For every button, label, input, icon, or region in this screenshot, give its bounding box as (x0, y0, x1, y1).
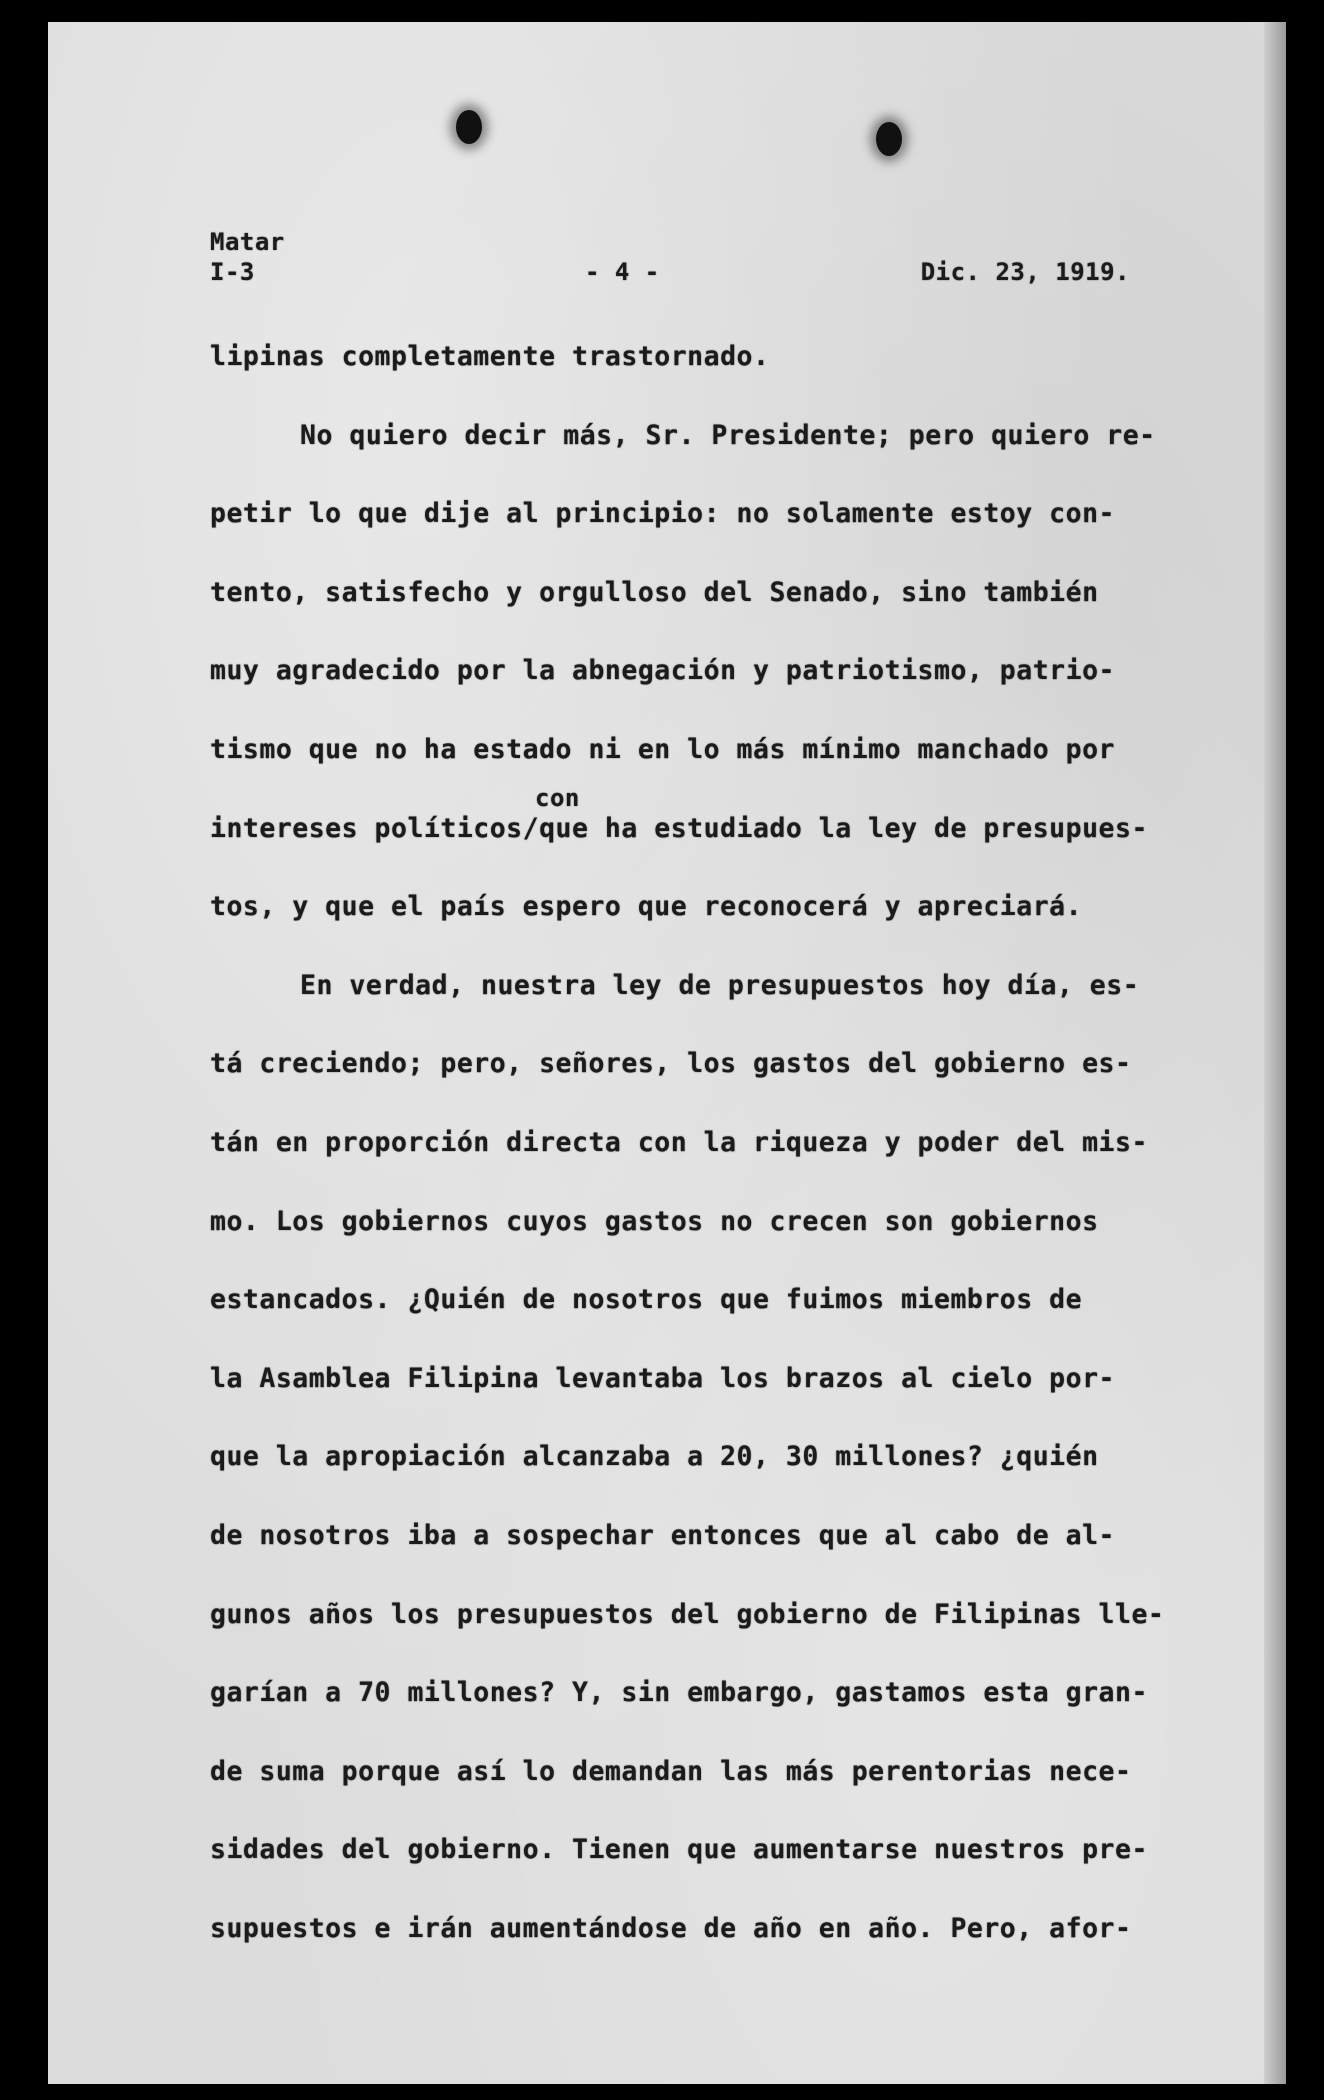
speaker-name: Matar (210, 228, 285, 256)
text-line: que la apropiación alcanzaba a 20, 30 millones? ¿quién (210, 1441, 1099, 1473)
text-line: de suma porque así lo demandan las más perentorias nece- (210, 1755, 1132, 1787)
page-edge (1264, 22, 1286, 2084)
text-line: muy agradecido por la abnegación y patriotismo, patrio- (210, 655, 1115, 687)
punch-hole-right (876, 122, 902, 156)
text-line: estancados. ¿Quién de nosotros que fuimos miembros de (210, 1284, 1083, 1316)
interlinear-insert: con (535, 784, 580, 812)
text-line: tismo que no ha estado ni en lo más mínimo manchado por (210, 733, 1115, 765)
punch-hole-left (456, 110, 482, 144)
document-code: I-3 (210, 258, 255, 286)
text-line: supuestos e irán aumentándose de año en año. Pero, afor- (210, 1912, 1132, 1944)
text-line: intereses políticos/que ha estudiado la ley de presupues- (210, 812, 1148, 844)
text-line: lipinas completamente trastornado. (210, 341, 770, 372)
text-line: garían a 70 millones? Y, sin embargo, gastamos esta gran- (210, 1677, 1148, 1709)
text-line: tá creciendo; pero, señores, los gastos del gobierno es- (210, 1048, 1132, 1080)
body-text (210, 318, 1165, 1968)
text-line: tos, y que el país espero que reconocerá y apreciará. (210, 891, 1083, 923)
text-line: la Asamblea Filipina levantaba los brazos al cielo por- (210, 1362, 1115, 1394)
text-line: No quiero decir más, Sr. Presidente; pero quiero re- (300, 419, 1156, 451)
text-line: petir lo que dije al principio: no solamente estoy con- (210, 498, 1115, 530)
text-line: tán en proporción directa con la riqueza y poder del mis- (210, 1126, 1148, 1158)
text-line: tento, satisfecho y orgulloso del Senado, sino también (210, 576, 1099, 608)
text-line: gunos años los presupuestos del gobierno de Filipinas lle- (210, 1598, 1165, 1630)
text-line: de nosotros iba a sospechar entonces que al cabo de al- (210, 1519, 1115, 1551)
text-line: mo. Los gobiernos cuyos gastos no crecen son gobiernos (210, 1205, 1099, 1237)
page-header (210, 228, 1130, 298)
text-line: En verdad, nuestra ley de presupuestos hoy día, es- (300, 969, 1140, 1001)
document-date: Dic. 23, 1919. (920, 258, 1130, 286)
page-number: - 4 - (585, 258, 660, 286)
text-line: sidades del gobierno. Tienen que aumentarse nuestros pre- (210, 1834, 1148, 1866)
